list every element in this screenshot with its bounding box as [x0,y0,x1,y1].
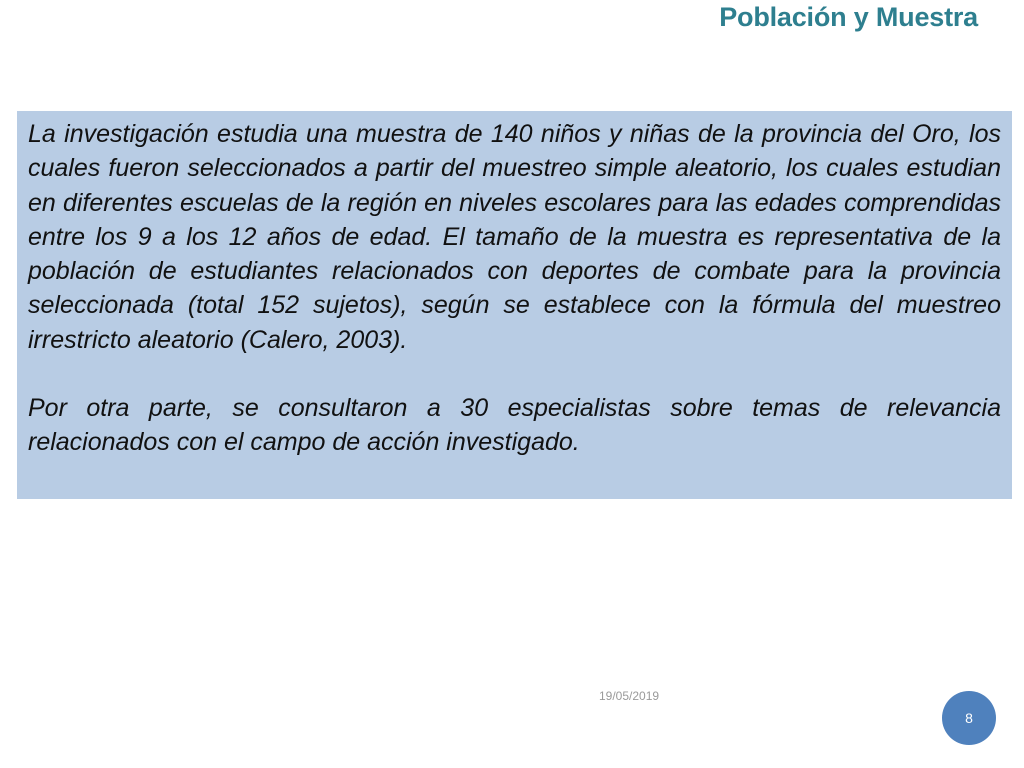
paragraph-specialists: Por otra parte, se consultaron a 30 especialistas sobre temas de relevancia relacionados con el campo de acción investigado. [28,394,1001,457]
paragraph-sample-description: La investigación estudia una muestra de 140 niños y niñas de la provincia del Oro, los cuales fueron seleccionados a partir del muestreo simple aleatorio, los cuales estudian en diferentes escuelas de la región en niveles escolares para las edades comprendidas entre los 9 a los 12 años de edad. El tamaño de la muestra es representativa de la población de estudiantes relacionados con deportes de combate para la provincia seleccionada (total 152 sujetos), según se establece con la fórmula del muestreo irrestricto aleatorio (Calero, 2003). [28,120,1001,354]
page-number-badge [942,691,996,745]
content-text-box [17,111,1012,499]
page-number-label: 8 [965,710,973,726]
footer-date: 19/05/2019 [599,689,660,703]
slide-title: Población y Muestra [719,2,978,32]
